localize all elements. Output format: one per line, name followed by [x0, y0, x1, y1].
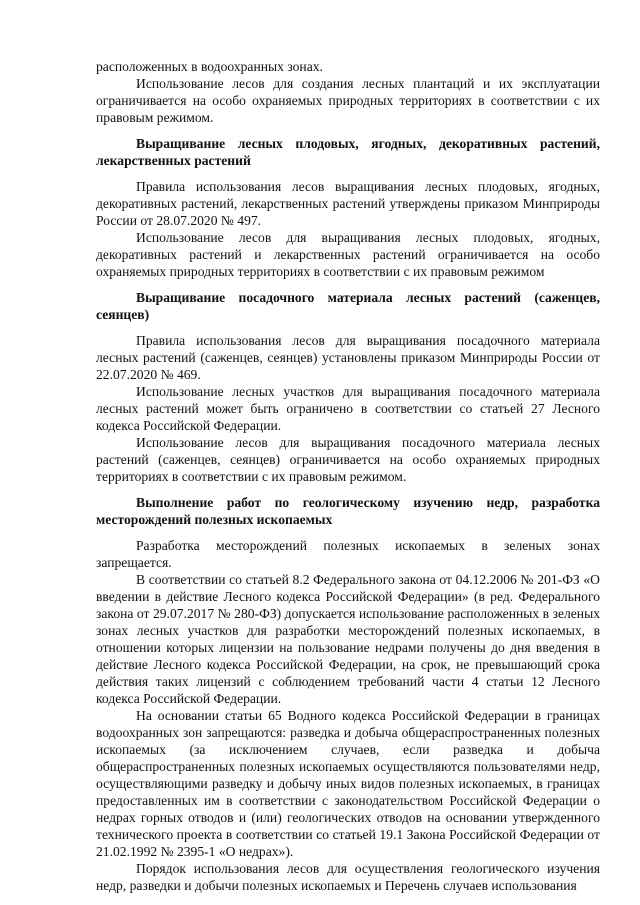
document-page: [96, 58, 600, 894]
heading-planting-material: Выращивание посадочного материала лесных растений (саженцев, сеянцев): [96, 290, 600, 322]
paragraph-continuation: расположенных в водоохранных зонах.: [96, 59, 323, 74]
paragraph-water-code-65: На основании статьи 65 Водного кодекса Российской Федерации в границах водоохранных зон запрещаются: разведка и добыча общераспространенных полезных ископаемых (за исключением случаев, если разведка и добыча общераспространенных полезных ископаемых осуществляются пользователями недр, осуществляющими разведку и добычу иных видов полезных ископаемых, в границах предоставленных им в соответствии с законодательством Российской Федерации о недрах горных отводов и (или) геологических отводов на основании утвержденного технического проекта в соответствии со статьей 19.1 Закона Российской Федерации от 21.02.1992 № 2395-1 «О недрах»).: [96, 708, 600, 859]
paragraph-plantations-restriction: Использование лесов для создания лесных плантаций и их эксплуатации ограничивается на особо охраняемых природных территориях в соответствии с их правовым режимом.: [96, 76, 600, 125]
paragraph-federal-law-201: В соответствии со статьей 8.2 Федерального закона от 04.12.2006 № 201-ФЗ «О введении в действие Лесного кодекса Российской Федерации» (в ред. Федерального закона от 29.07.2017 № 280-ФЗ) допускается использование расположенных в зеленых зонах лесных участков для разработки месторождений полезных ископаемых, в отношении которых лицензии на пользование недрами получены до дня введения в действие Лесного кодекса Российской Федерации, на срок, не превышающий срока действия таких лицензий с соблюдением требований части 4 статьи 12 Лесного кодекса Российской Федерации.: [96, 572, 600, 706]
paragraph-fruit-rules: Правила использования лесов выращивания лесных плодовых, ягодных, декоративных растений, лекарственных растений утверждены приказом Минприроды России от 28.07.2020 № 497.: [96, 179, 600, 228]
paragraph-green-zones-ban: Разработка месторождений полезных ископаемых в зеленых зонах запрещается.: [96, 538, 600, 570]
paragraph-procedure: Порядок использования лесов для осуществления геологического изучения недр, разведки и добычи полезных ископаемых и Перечень случаев использования: [96, 861, 600, 893]
heading-fruit-berry-plants: Выращивание лесных плодовых, ягодных, декоративных растений, лекарственных растений: [96, 136, 600, 168]
paragraph-planting-article-27: Использование лесных участков для выращивания посадочного материала лесных растений может быть ограничено в соответствии со статьей 27 Лесного кодекса Российской Федерации.: [96, 384, 600, 433]
heading-geological-study: Выполнение работ по геологическому изучению недр, разработка месторождений полезных ископаемых: [96, 495, 600, 527]
paragraph-fruit-restriction: Использование лесов для выращивания лесных плодовых, ягодных, декоративных растений и лекарственных растений ограничивается на особо охраняемых природных территориях в соответствии с их правовым режимом: [96, 230, 600, 279]
paragraph-planting-restriction: Использование лесов для выращивания посадочного материала лесных растений (саженцев, сеянцев) ограничивается на особо охраняемых природных территориях в соответствии с их правовым режимом.: [96, 435, 600, 484]
paragraph-planting-rules: Правила использования лесов для выращивания посадочного материала лесных растений (саженцев, сеянцев) установлены приказом Минприроды России от 22.07.2020 № 469.: [96, 333, 600, 382]
